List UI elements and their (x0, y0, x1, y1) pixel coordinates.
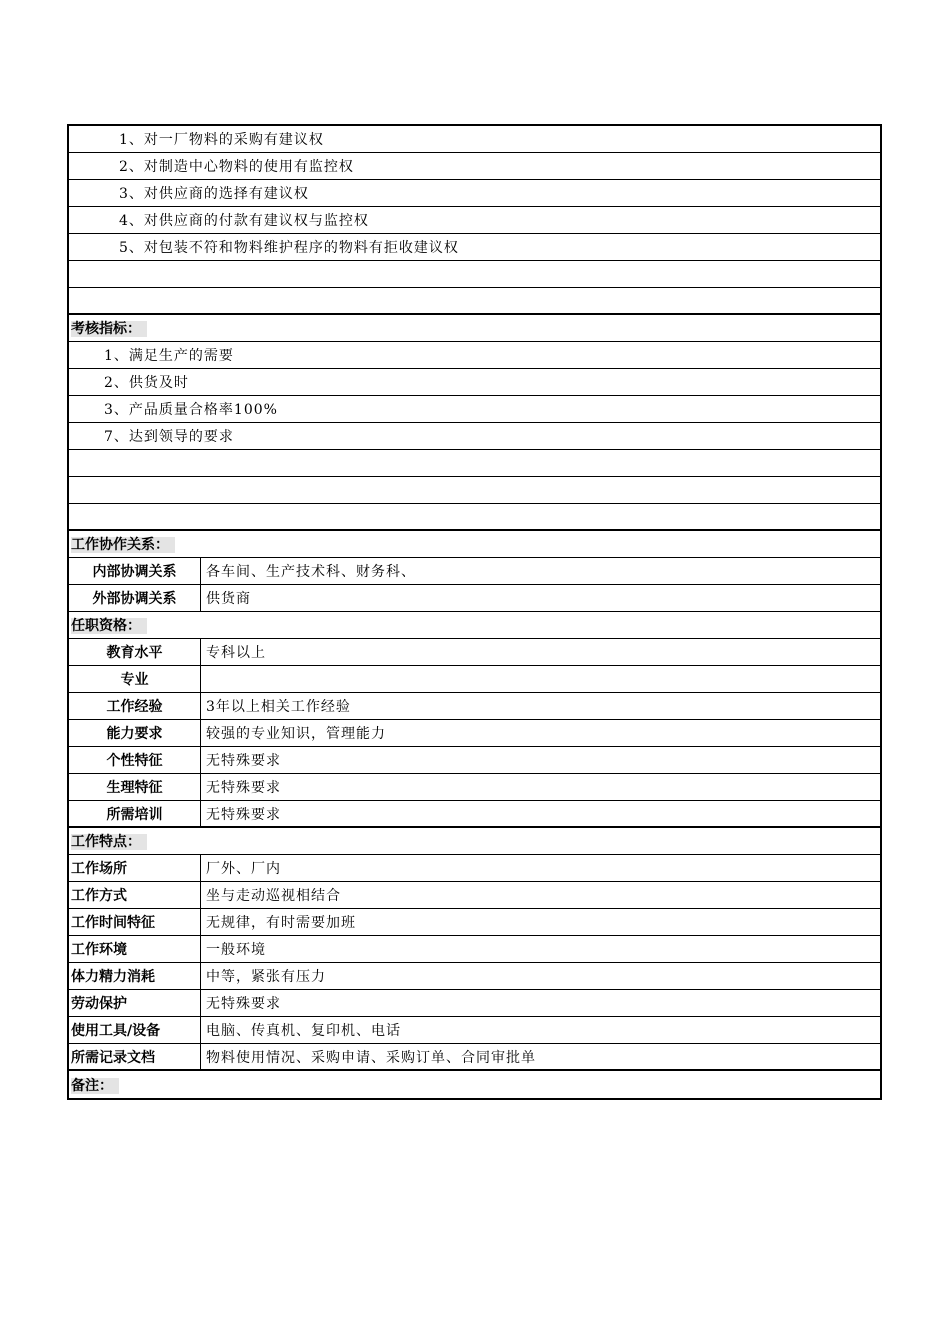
qualifications-section-header (69, 612, 880, 639)
rights-item: 5、对包装不符和物料维护程序的物料有拒收建议权 (119, 240, 459, 256)
kpi-item: 1、满足生产的需要 (104, 348, 234, 364)
kpi-row (69, 423, 880, 450)
row-label: 工作方式 (69, 882, 201, 908)
row-label: 专业 (69, 666, 201, 692)
kpi-row (69, 396, 880, 423)
cooperation-row (69, 585, 880, 612)
row-label: 能力要求 (69, 720, 201, 746)
empty-row (69, 477, 880, 504)
row-label: 内部协调关系 (69, 558, 201, 584)
job-description-table (67, 124, 882, 1100)
row-value: 一般环境 (206, 942, 266, 958)
row-value: 无特殊要求 (206, 996, 281, 1012)
row-label: 使用工具/设备 (69, 1017, 201, 1043)
rights-item: 4、对供应商的付款有建议权与监控权 (119, 213, 369, 229)
rights-row (69, 153, 880, 180)
row-value: 中等，紧张有压力 (206, 969, 326, 985)
row-label: 工作时间特征 (69, 909, 201, 935)
cooperation-section-header (69, 531, 880, 558)
row-label: 工作经验 (69, 693, 201, 719)
kpi-header-label: 考核指标： (71, 321, 147, 337)
row-value: 无特殊要求 (206, 806, 281, 823)
row-value: 3年以上相关工作经验 (206, 699, 351, 715)
qualification-row (69, 720, 880, 747)
kpi-row (69, 342, 880, 369)
row-label: 劳动保护 (69, 990, 201, 1016)
rights-row (69, 126, 880, 153)
empty-row (69, 504, 880, 531)
rights-item: 3、对供应商的选择有建议权 (119, 186, 309, 202)
rights-item: 1、对一厂物料的采购有建议权 (119, 132, 324, 148)
work-feature-row (69, 855, 880, 882)
row-label: 教育水平 (69, 639, 201, 665)
row-label: 所需记录文档 (69, 1044, 201, 1069)
work-feature-row (69, 990, 880, 1017)
rights-item: 2、对制造中心物料的使用有监控权 (119, 159, 354, 175)
qualification-row (69, 639, 880, 666)
work-feature-row (69, 1044, 880, 1071)
row-value: 各车间、生产技术科、财务科、 (206, 564, 416, 580)
row-label: 个性特征 (69, 747, 201, 773)
work-feature-row (69, 936, 880, 963)
work-features-section-header (69, 828, 880, 855)
row-label: 外部协调关系 (69, 585, 201, 611)
row-label: 工作环境 (69, 936, 201, 962)
empty-row (69, 450, 880, 477)
row-value: 较强的专业知识，管理能力 (206, 726, 386, 742)
row-value: 坐与走动巡视相结合 (206, 888, 341, 904)
work-features-header-label: 工作特点： (71, 834, 147, 850)
row-value: 无规律，有时需要加班 (206, 915, 356, 931)
kpi-item: 2、供货及时 (104, 375, 189, 391)
row-value: 无特殊要求 (206, 753, 281, 769)
work-feature-row (69, 882, 880, 909)
rights-row (69, 207, 880, 234)
qualification-row (69, 666, 880, 693)
kpi-item: 3、产品质量合格率100% (104, 402, 278, 418)
row-label: 生理特征 (69, 774, 201, 800)
qualification-row (69, 774, 880, 801)
remarks-section-header (69, 1071, 880, 1098)
kpi-section-header (69, 315, 880, 342)
empty-row (69, 288, 880, 315)
work-feature-row (69, 1017, 880, 1044)
row-label: 工作场所 (69, 855, 201, 881)
empty-row (69, 261, 880, 288)
row-value: 物料使用情况、采购申请、采购订单、合同审批单 (206, 1049, 536, 1066)
row-label: 体力精力消耗 (69, 963, 201, 989)
qualification-row (69, 801, 880, 828)
remarks-header-label: 备注： (71, 1078, 119, 1094)
qualification-row (69, 693, 880, 720)
kpi-row (69, 369, 880, 396)
row-value: 厂外、厂内 (206, 861, 281, 877)
row-value: 专科以上 (206, 645, 266, 661)
work-feature-row (69, 909, 880, 936)
row-value: 无特殊要求 (206, 780, 281, 796)
row-value: 电脑、传真机、复印机、电话 (206, 1023, 401, 1039)
kpi-item: 7、达到领导的要求 (104, 429, 234, 445)
row-value: 供货商 (206, 591, 251, 607)
row-label: 所需培训 (69, 801, 201, 826)
work-feature-row (69, 963, 880, 990)
rights-row (69, 234, 880, 261)
qualification-row (69, 747, 880, 774)
cooperation-row (69, 558, 880, 585)
rights-row (69, 180, 880, 207)
cooperation-header-label: 工作协作关系： (71, 537, 175, 553)
qualifications-header-label: 任职资格： (71, 618, 147, 634)
